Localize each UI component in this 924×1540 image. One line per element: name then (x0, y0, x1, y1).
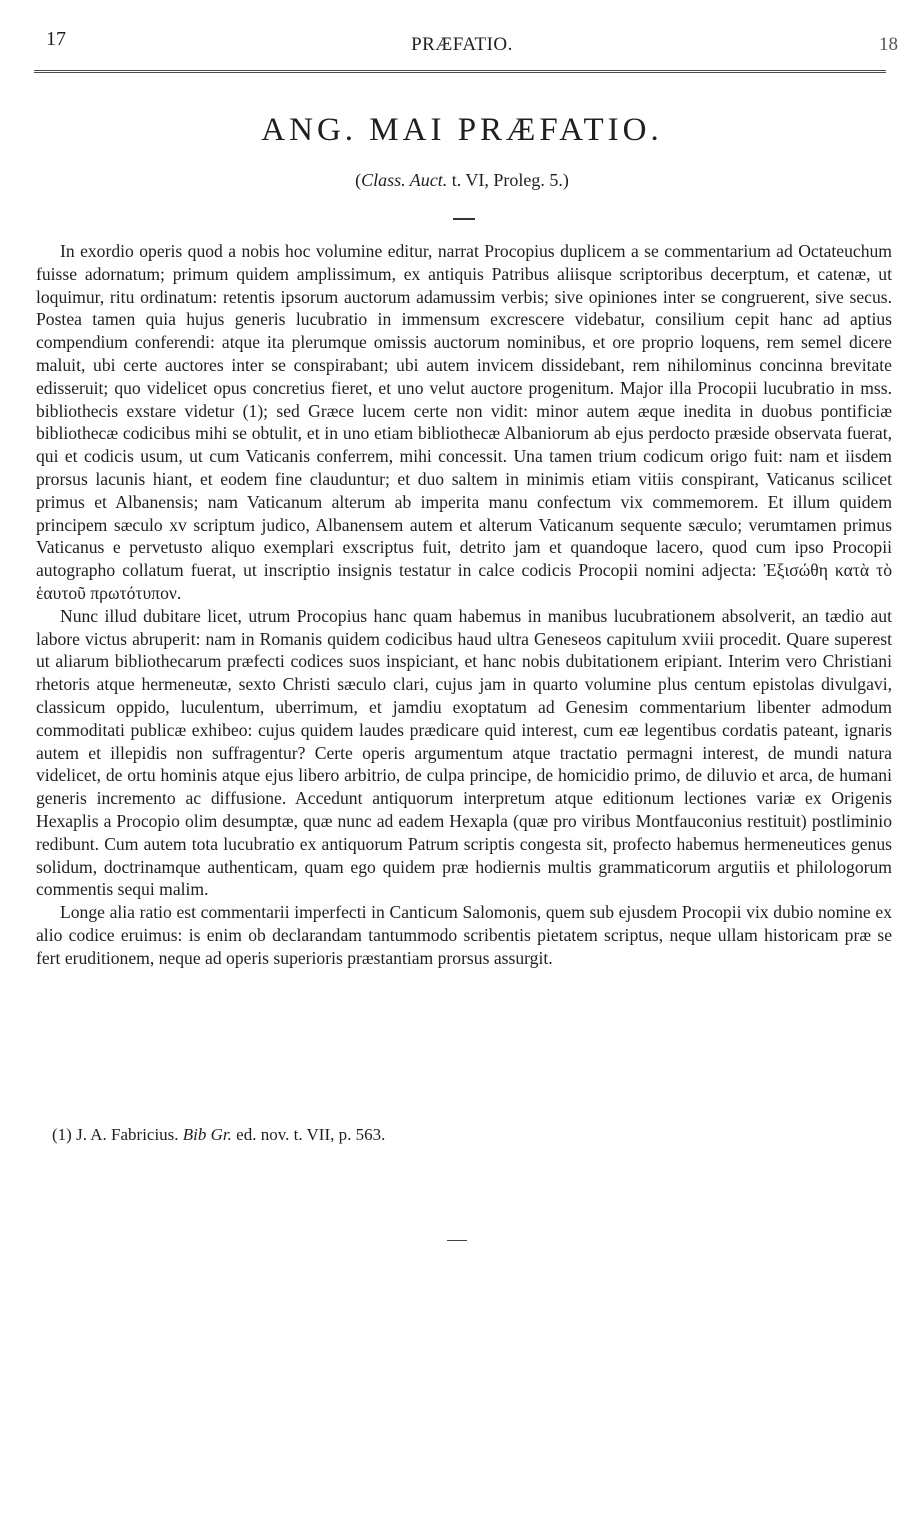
page-number-right: 18 (879, 34, 898, 55)
subtitle-rest: t. VI, Proleg. 5.) (447, 170, 569, 190)
subtitle-source: Class. Auct. (361, 170, 448, 190)
paragraph-3: Longe alia ratio est commentarii imperfecti in Canticum Salomonis, quem sub ejusdem Procopii vix dubio nomine ex alio codice eruimus: is enim ob declarandam tantummodo scribentis pietatem scriptus, neque ullam historicam præ se fert eruditionem, neque ad operis superioris præstantiam prorsus assurgit. (36, 902, 892, 968)
subtitle-open: ( (355, 170, 362, 190)
section-dash (453, 218, 475, 220)
paragraph-2: Nunc illud dubitare licet, utrum Procopius hanc quam habemus in manibus lucubrationem absolverit, an tædio aut labore victus abruperit: nam in Romanis quidem codicibus haud ultra Geneseos capitulum xviii procedit. Quare superest ut aliarum bibliothecarum præfecti codices suos inspiciant, et hanc nobis dubitationem eripiant. Interim vero Christiani rhetoris atque hermeneutæ, sexto Christi sæculo clari, cujus jam in quarto volumine plus centum epistolas divulgavi, classicum oppido, luculentum, uberrimum, et jamdiu exoptatum ad Genesim commentarium libenter admodum commoditati publicæ exhibeo: cujus quidem laudes prædicare quid interest, cum eæ legentibus cordatis pateant, ignaris autem et illepidis non suffragentur? Certe operis argumentum atque tractatio permagni interest, de mundi natura videlicet, de ortu hominis atque ejus libero arbitrio, de culpa principe, de homicidio primo, de diluvio et arca, de humani generis incremento ac diffusione. Accedunt antiquorum interpretum atque editionum lectiones variæ ex Origenis Hexaplis a Procopio olim desumptæ, quæ nunc ad eadem Hexapla (quæ pro viribus Montfauconius restituit) postliminio redibunt. Cum autem tota lucubratio ex antiquorum Patrum scriptis congesta sit, profecto habemus hermeneutices genus solidum, doctrinamque authenticam, quam ego quidem præ hodiernis multis grammaticorum argutiis et philologorum commentis sequi malim. (36, 605, 892, 900)
body-text (36, 240, 892, 970)
header-rule (34, 70, 886, 73)
page-title: ANG. MAI PRÆFATIO. (261, 112, 663, 148)
footnote-rest: ed. nov. t. VII, p. 563. (231, 1125, 386, 1144)
footnote (52, 1125, 385, 1145)
page-number-left: 17 (46, 28, 66, 50)
paragraph-1: In exordio operis quod a nobis hoc volumine editur, narrat Procopius duplicem a se commentarium ad Octateuchum fuisse adornatum; primum quidem amplissimum, ex antiquis Patribus aliisque scriptoribus decerptum, et catenæ, ut loquimur, ritu ordinatum: retentis ipsorum auctorum adamussim verbis; sive opiniones inter se congruerent, sive secus. Postea tamen quia hujus generis lucubratio in immensum excrescere videbatur, consilium cepit hanc ad aptius compendium conferendi: atque ita plerumque omissis auctorum nominibus, et ore proprio loquens, rem semel dicere maluit, ubi certe auctores inter se conspirabant; ubi autem invicem dissidebant, rem nihilominus concinna brevitate edisseruit; quo videlicet opus concretius fieret, et uno velut auctore progenitum. Major illa Procopii lucubratio in mss. bibliothecis exstare videtur (1); sed Græce lucem certe non vidit: minor autem æque inedita in duobus pontificiæ bibliothecæ codicibus mihi se obtulit, et in uno etiam bibliothecæ Albaniorum ab ejus perdocto præside observata fuerat, qui et codicis usum, ut cum Vaticanis conferrem, mihi concessit. Una tamen trium codicum origo fuit: nam et iisdem prorsus lacunis hiant, et eodem fine clauduntur; et duo saltem in minimis etiam vitiis conspirant, Vaticanus scilicet primus et Albanensis; nam Vaticanum alterum ab imperita manu confectum vix commemorem. Et illum quidem principem sæculo xv scriptum judico, Albanensem autem et alterum Vaticanum sequente sæculo; verumtamen primus Vaticanus e pervetusto aliquo exemplari exscriptus fuit, detrito jam et quandoque lacero, quod cum ipso Procopii autographo collatum fuerat, ut inscriptio insignis testatur in calce codicis Procopii nomini adjecta: Ἐξισώθη κατὰ τὸ ἑαυτοῦ πρωτότυπον. (36, 241, 892, 603)
subtitle (0, 170, 924, 191)
footnote-work: Bib Gr. (182, 1125, 232, 1144)
end-dash (447, 1240, 467, 1241)
running-title: PRÆFATIO. (411, 34, 513, 55)
footnote-mark: (1) J. A. Fabricius. (52, 1125, 183, 1144)
